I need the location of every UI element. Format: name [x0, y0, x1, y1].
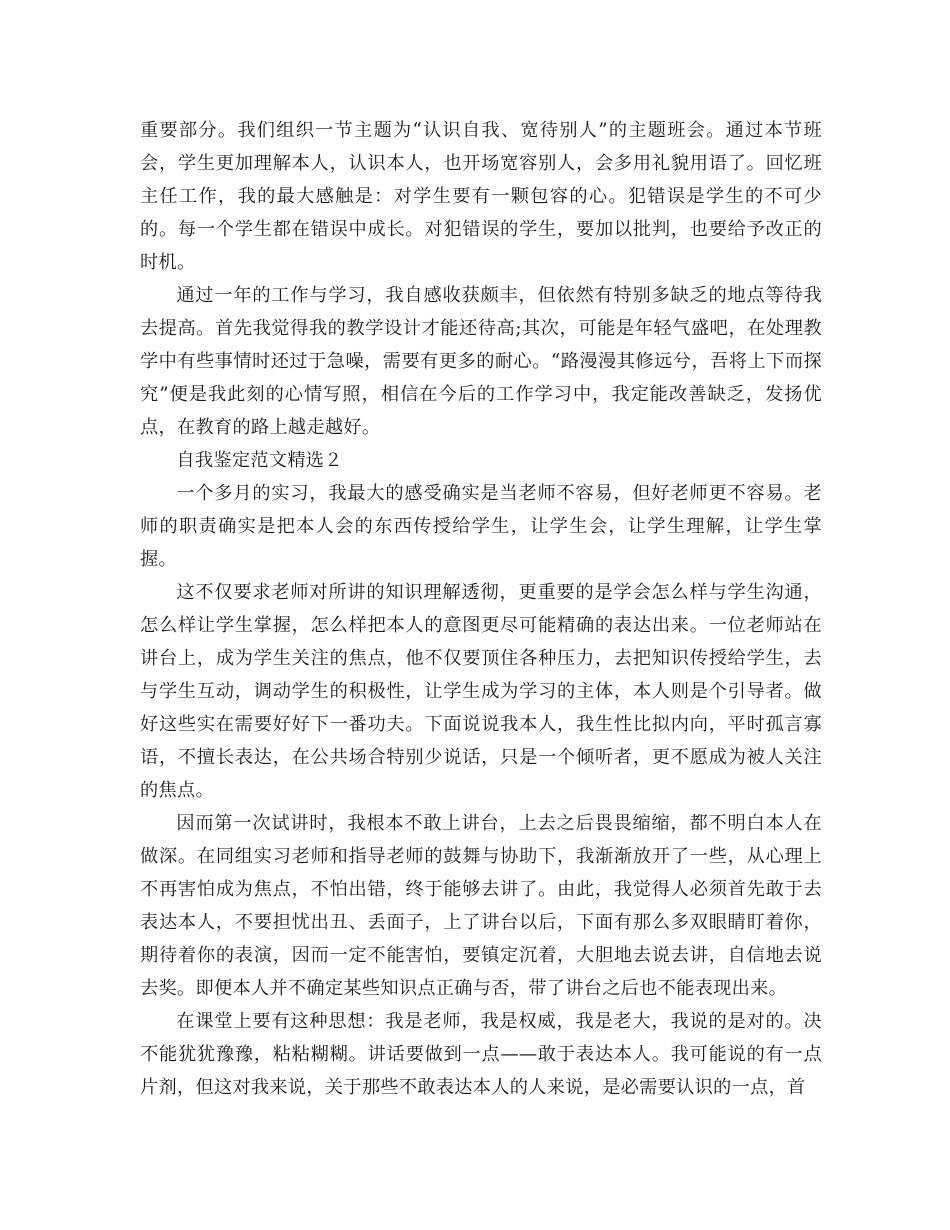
paragraph-5: 因而第一次试讲时，我根本不敢上讲台，上去之后畏畏缩缩，都不明白本人在做深。在同组实习老师和指导老师的鼓舞与协助下，我渐渐放开了一些，从心理上不再害怕成为焦点，不怕出错，终于能够去讲了。由此，我觉得人必须首先敢于去表达本人，不要担忧出丑、丢面子，上了讲台以后，下面有那么多双眼睛盯着你，期待着你的表演，因而一定不能害怕，要镇定沉着，大胆地去说去讲，自信地去说去奖。即便本人并不确定某些知识点正确与否，带了讲台之后也不能表现出来。 — [140, 813, 822, 999]
paragraph-4: 这不仅要求老师对所讲的知识理解透彻，更重要的是学会怎么样与学生沟通，怎么样让学生掌握，怎么样把本人的意图更尽可能精确的表达出来。一位老师站在讲台上，成为学生关注的焦点，他不仅要顶住各种压力，去把知识传授给学生，去与学生互动，调动学生的积极性，让学生成为学习的主体，本人则是个引导者。做好这些实在需要好好下一番功夫。下面说说我本人，我生性比拟内向，平时孤言寡语，不擅长表达，在公共场合特别少说话，只是一个倾听者，更不愿成为被人关注的焦点。 — [140, 582, 822, 801]
paragraph-2: 通过一年的工作与学习，我自感收获颇丰，但依然有特别多缺乏的地点等待我去提高。首先我觉得我的教学设计才能还待高;其次，可能是年轻气盛吧，在处理教学中有些事情时还过于急噪，需要有更多的耐心。“路漫漫其修远兮，吾将上下而探究”便是我此刻的心情写照，相信在今后的工作学习中，我定能改善缺乏，发扬优点，在教育的路上越走越好。 — [140, 285, 822, 438]
section-heading: 自我鉴定范文精选２ — [176, 450, 343, 471]
paragraph-3: 一个多月的实习，我最大的感受确实是当老师不容易，但好老师更不容易。老师的职责确实是把本人会的东西传授给学生，让学生会，让学生理解，让学生掌握。 — [140, 483, 822, 570]
paragraph-1: 重要部分。我们组织一节主题为“认识自我、宽待别人”的主题班会。通过本节班会，学生更加理解本人，认识本人，也开场宽容别人，会多用礼貌用语了。回忆班主任工作，我的最大感触是：对学生要有一颗包容的心。犯错误是学生的不可少的。每一个学生都在错误中成长。对犯错误的学生，要加以批判，也要给予改正的时机。 — [140, 120, 822, 273]
paragraph-6: 在课堂上要有这种思想：我是老师，我是权威，我是老大，我说的是对的。决不能犹犹豫豫，粘粘糊糊。讲话要做到一点——敢于表达本人。我可能说的有一点片剂，但这对我来说，关于那些不敢表达本人的人来说，是必需要认识的一点，首 — [140, 1011, 822, 1098]
document-body — [140, 114, 822, 1104]
